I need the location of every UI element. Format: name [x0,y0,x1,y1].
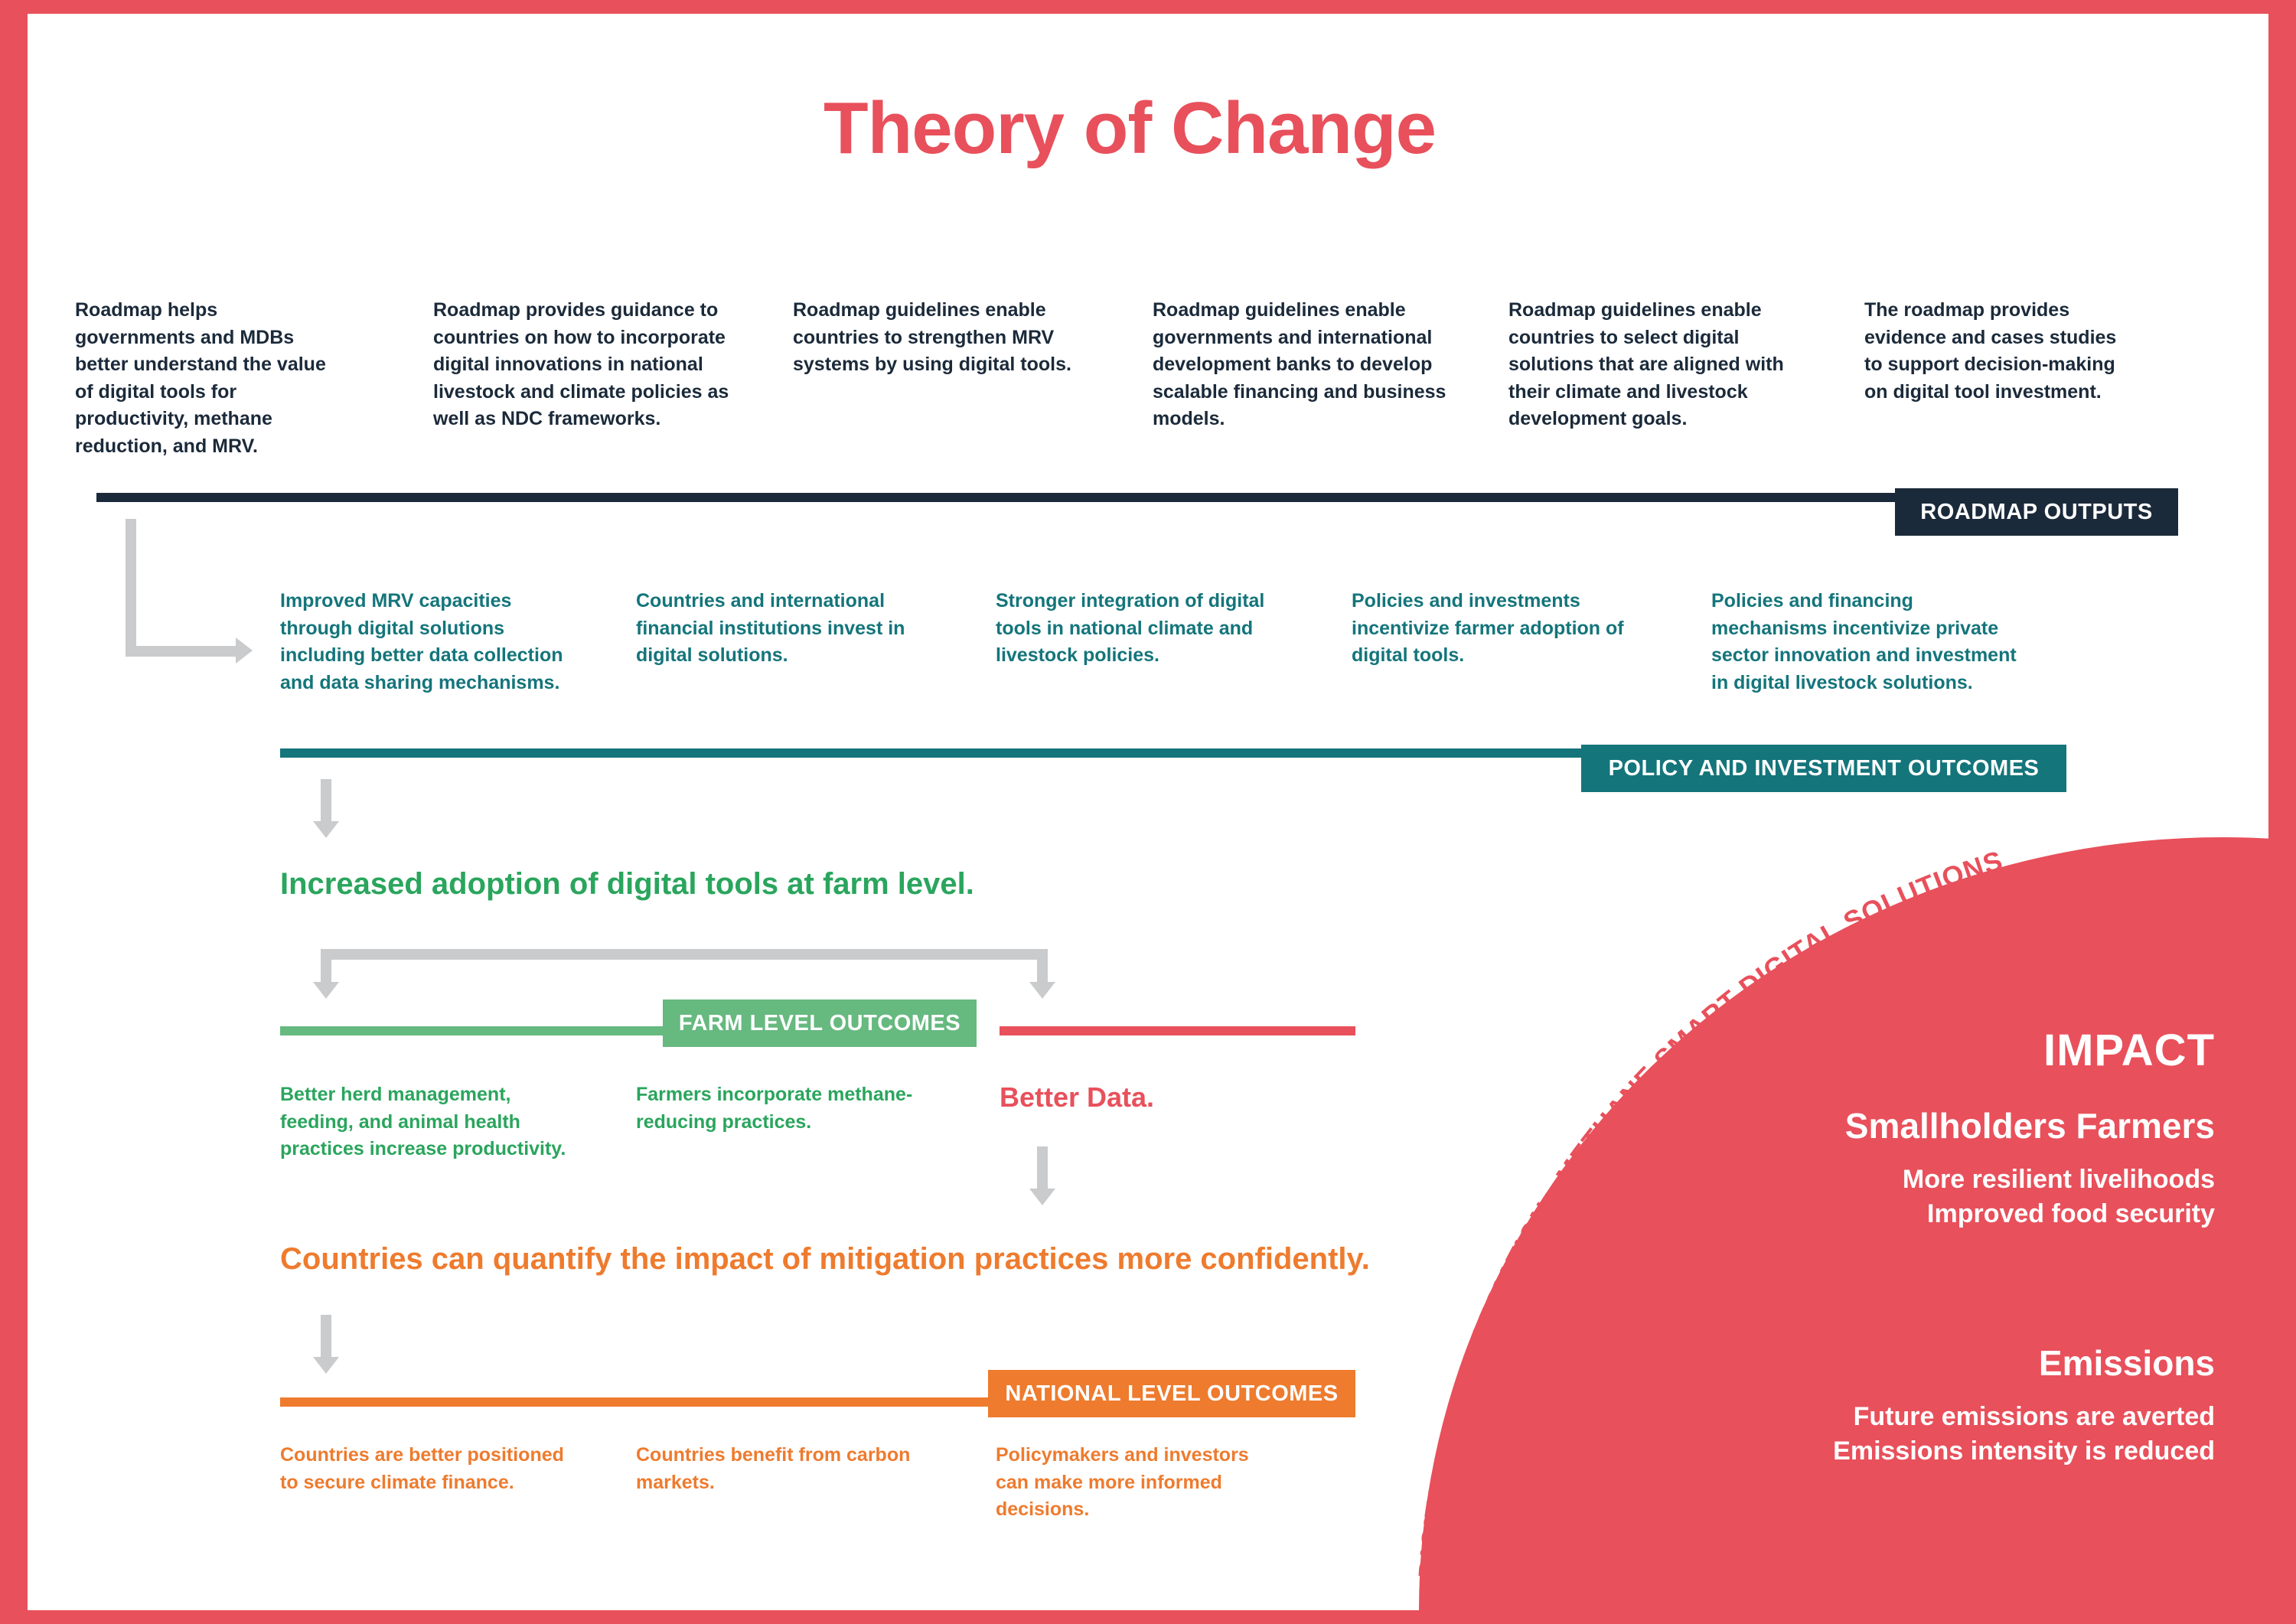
policy-outcome-text-3: Stronger integration of digital tools in national climate and livestock policies. [996,590,1265,666]
elbow-arrow-vertical [126,519,136,657]
impact-group2-title: Emissions [2038,1343,2215,1383]
elbow-arrow-horizontal [126,646,240,657]
arrow-to-national-head [313,1357,339,1374]
arrow-to-national-shaft [321,1315,331,1361]
poster-canvas [28,14,2268,1610]
national-level-headline: Countries can quantify the impact of mitigation practices more confidently. [280,1242,1370,1276]
farm-split-arrow-right-head [1029,982,1055,999]
national-outcomes-label: NATIONAL LEVEL OUTCOMES [988,1370,1355,1417]
farm-split-arrow-left-head [313,982,339,999]
farm-split-arrow-horizontal [321,949,1048,960]
national-outcome-text-1: Countries are better positioned to secure climate finance. [280,1444,564,1493]
impact-group1-line2: Improved food security [1927,1199,2215,1228]
farm-level-headline: Increased adoption of digital tools at farm level. [280,867,974,901]
national-outcome-text-3: Policymakers and investors can make more informed decisions. [996,1444,1249,1520]
better-data-bar [1000,1026,1355,1035]
farm-outcomes-label: FARM LEVEL OUTCOMES [663,1000,977,1047]
roadmap-output-text-2: Roadmap provides guidance to countries on how to incorporate digital innovations in national livestock and climate policies as well as NDC frameworks. [433,299,729,429]
arrow-to-farm-headline-head [313,821,339,838]
impact-group1-line1: More resilient livelihoods [1902,1165,2215,1194]
roadmap-output-text-3: Roadmap guidelines enable countries to strengthen MRV systems by using digital tools. [793,299,1071,375]
arrow-better-data-shaft [1037,1146,1048,1192]
farm-outcome-text-1: Better herd management, feeding, and animal health practices increase productivity. [280,1084,566,1159]
farm-outcomes-bar [280,1026,663,1035]
impact-panel [1419,837,2268,1610]
elbow-arrow-head [236,638,253,664]
roadmap-output-text-1: Roadmap helps governments and MDBs better understand the value of digital tools for productivity, methane reduction, and MRV. [75,299,326,457]
policy-outcome-text-4: Policies and investments incentivize farmer adoption of digital tools. [1352,590,1624,666]
impact-heading: IMPACT [2043,1026,2215,1075]
arrow-better-data-head [1029,1189,1055,1205]
better-data-text: Better Data. [1000,1081,1155,1113]
roadmap-outputs-bar [96,493,1895,502]
farm-outcome-text-2: Farmers incorporate methane-reducing practices. [636,1084,913,1133]
arrow-to-farm-headline-shaft [321,779,331,825]
policy-outcome-text-5: Policies and financing mechanisms incentivize private sector innovation and investment in digital livestock solutions. [1711,590,2017,693]
impact-group2-line1: Future emissions are averted [1853,1402,2215,1431]
national-outcomes-bar [280,1397,988,1407]
curved-label-text: DIGITAL TRANSFORMATION - METHANE SMART DIGITAL SOLUTIONS [1412,844,2007,1580]
policy-outcomes-label: POLICY AND INVESTMENT OUTCOMES [1581,745,2066,792]
policy-outcome-text-2: Countries and international financial institutions invest in digital solutions. [636,590,905,666]
impact-group1-title: Smallholders Farmers [1844,1106,2215,1146]
policy-outcomes-bar [280,748,1581,758]
page-title: Theory of Change [823,87,1437,169]
national-outcome-text-2: Countries benefit from carbon markets. [636,1444,911,1493]
roadmap-output-text-6: The roadmap provides evidence and cases studies to support decision-making on digital tool investment. [1864,299,2117,403]
roadmap-outputs-label: ROADMAP OUTPUTS [1895,488,2178,536]
roadmap-output-text-4: Roadmap guidelines enable governments and international development banks to develop scalable financing and business models. [1153,299,1446,429]
roadmap-output-text-5: Roadmap guidelines enable countries to select digital solutions that are aligned with their climate and livestock development goals. [1508,299,1784,429]
impact-group2-line2: Emissions intensity is reduced [1833,1436,2215,1466]
policy-outcome-text-1: Improved MRV capacities through digital solutions including better data collection and data sharing mechanisms. [280,590,563,693]
